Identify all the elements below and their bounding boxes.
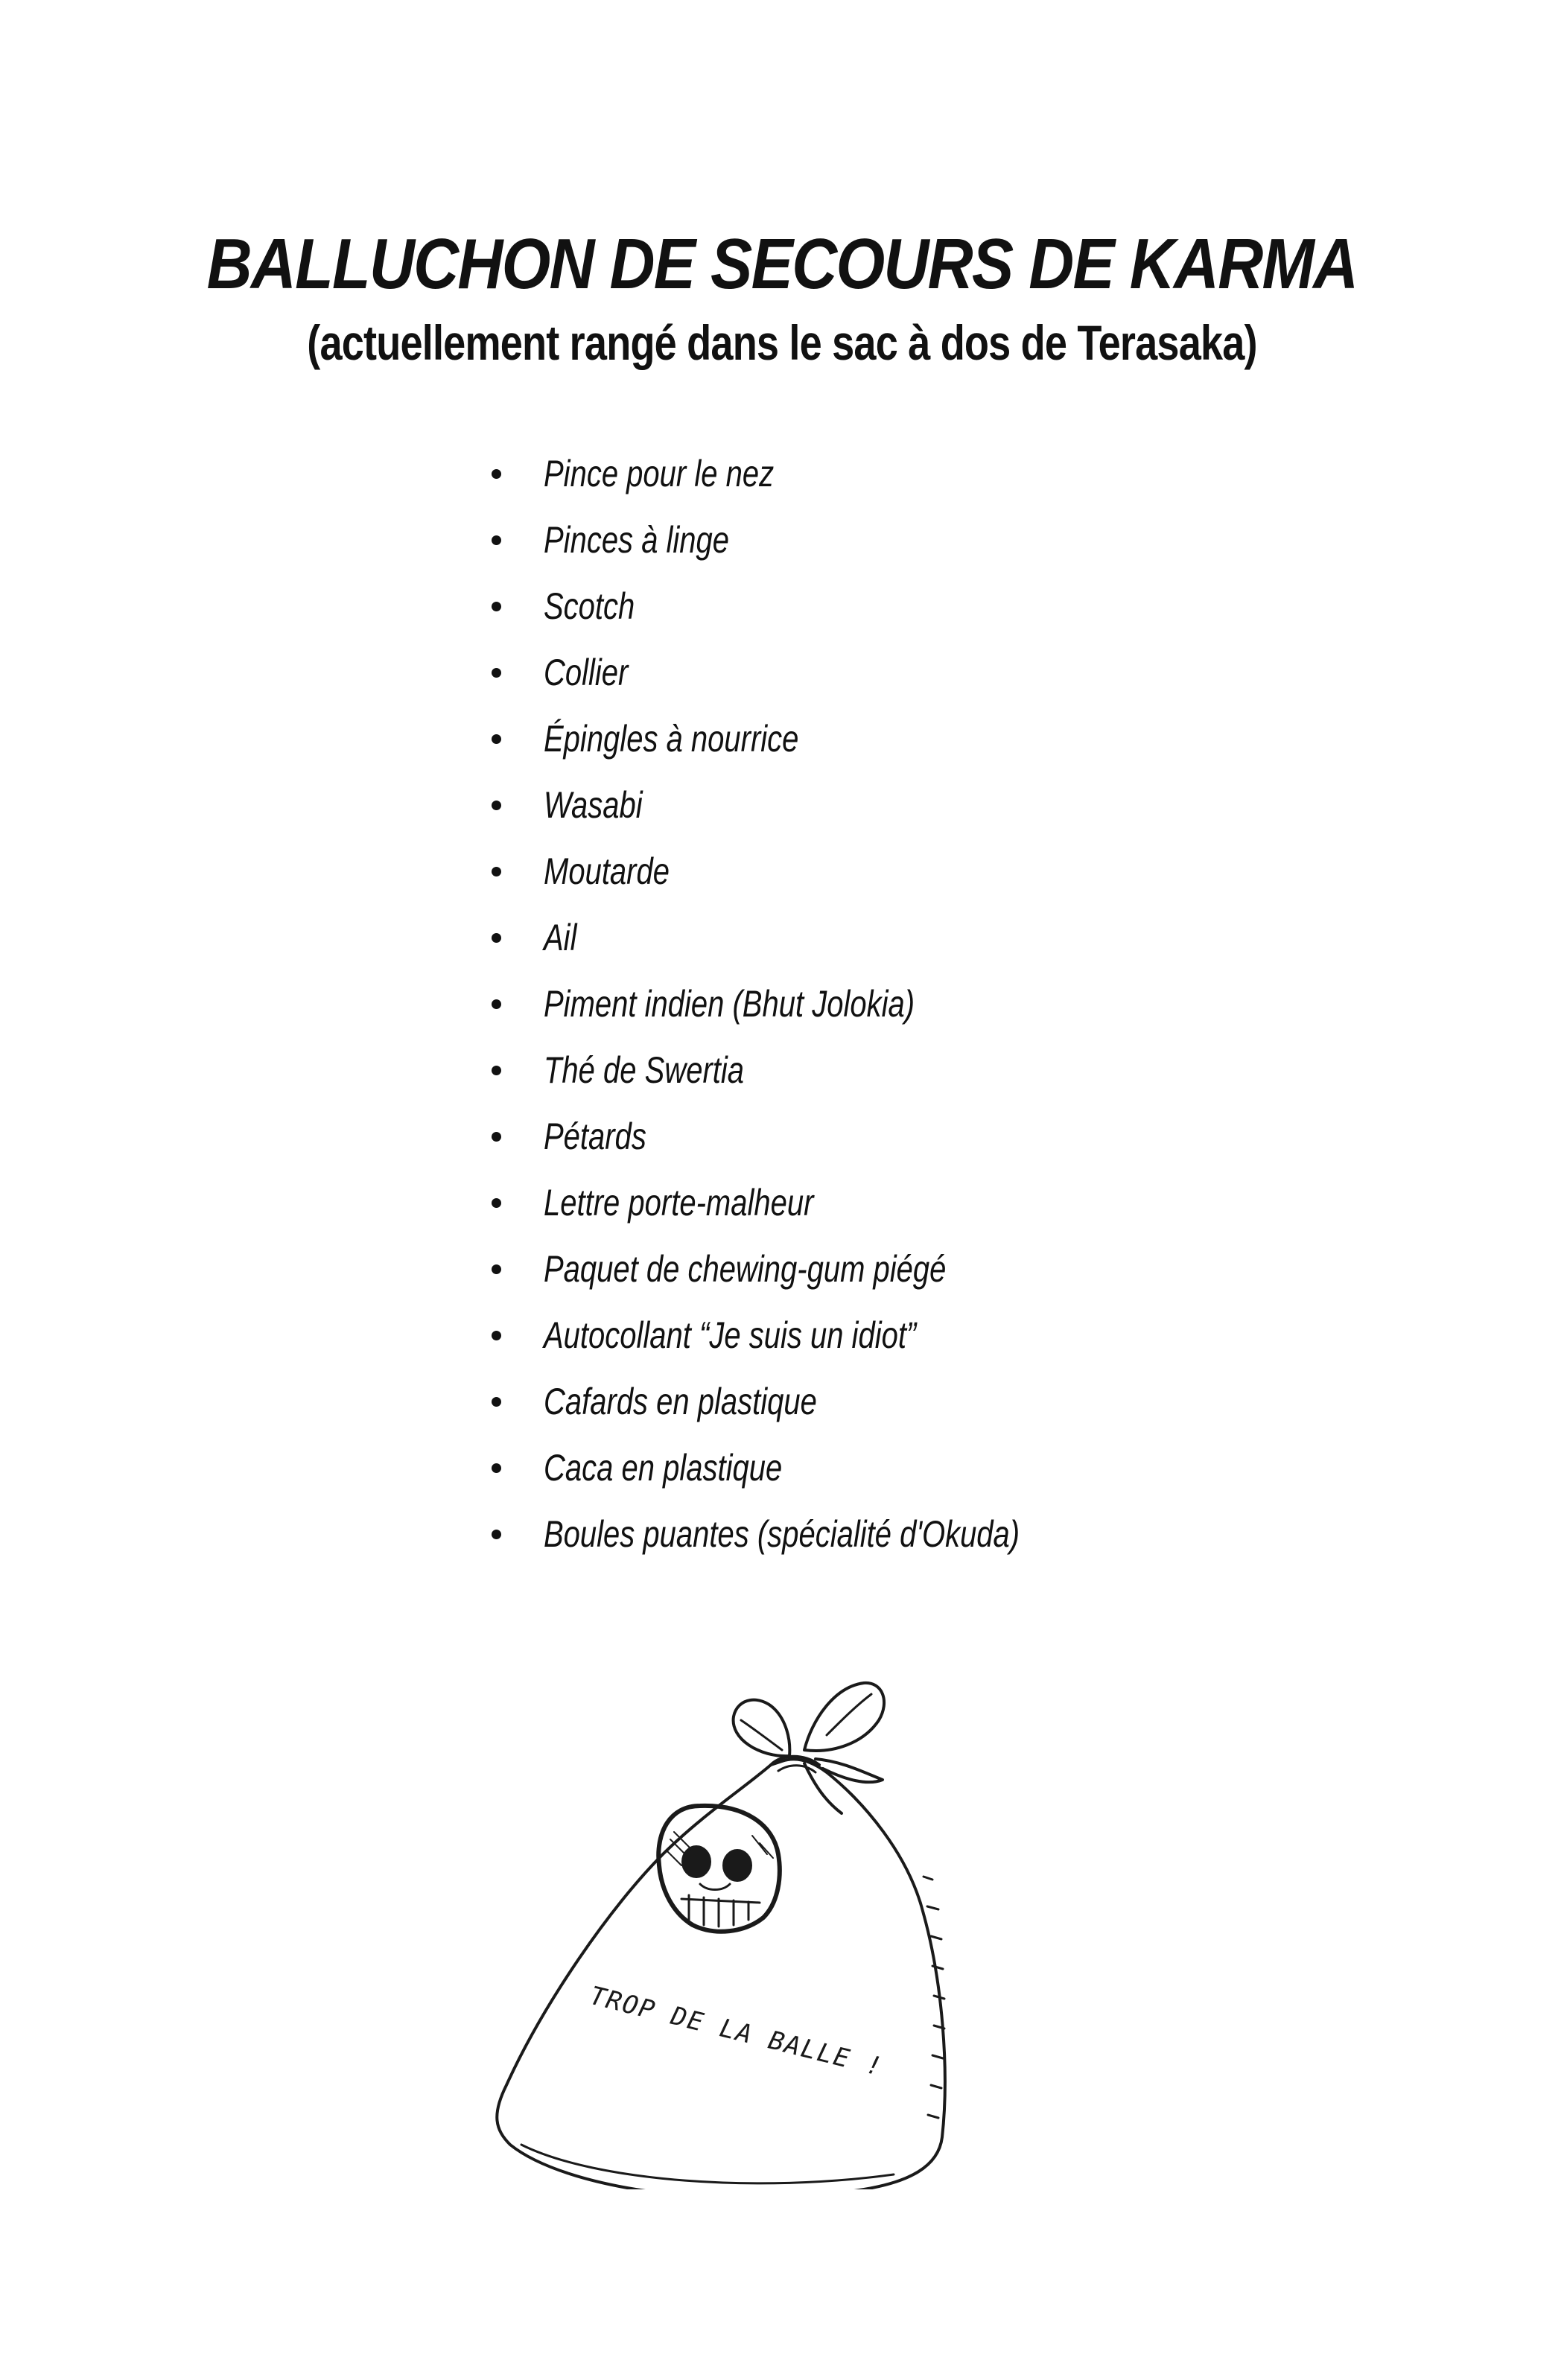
list-item-label: Pince pour le nez — [544, 453, 775, 494]
bullet-icon — [492, 1397, 501, 1407]
list-item-label: Thé de Swertia — [544, 1049, 745, 1091]
list-item-label: Piment indien (Bhut Jolokia) — [544, 983, 915, 1025]
bullet-icon — [492, 1463, 501, 1473]
list-item-label: Ail — [544, 917, 577, 958]
skull-icon — [658, 1806, 780, 1932]
list-item-label: Autocollant “Je suis un idiot” — [544, 1314, 917, 1356]
bullet-icon — [492, 1264, 501, 1274]
bullet-icon — [492, 867, 501, 876]
list-item-label: Cafards en plastique — [544, 1381, 817, 1422]
bullet-icon — [492, 668, 501, 678]
list-item-label: Collier — [544, 652, 629, 693]
list-item-label: Paquet de chewing-gum piégé — [544, 1248, 947, 1290]
bag-label: TROP DE LA BALLE ! — [586, 1980, 886, 2083]
list-item-label: Wasabi — [544, 784, 643, 826]
bullet-icon — [492, 1066, 501, 1075]
list-item-label: Pinces à linge — [544, 519, 730, 561]
list-item-label: Moutarde — [544, 850, 670, 892]
list-item-label: Lettre porte-malheur — [544, 1182, 814, 1224]
bullet-icon — [492, 933, 501, 943]
list-item-label: Scotch — [544, 585, 635, 627]
bag-illustration — [477, 1668, 983, 2189]
bow-left — [734, 1700, 790, 1756]
bag-body — [497, 1759, 945, 2189]
bullet-icon — [492, 535, 501, 545]
bullet-icon — [492, 734, 501, 744]
bullet-icon — [492, 1530, 501, 1539]
page-title: BALLUCHON DE SECOURS DE KARMA — [206, 224, 1358, 304]
list-item-label: Boules puantes (spécialité d'Okuda) — [544, 1513, 1020, 1555]
bullet-icon — [492, 1132, 501, 1142]
bullet-icon — [492, 1198, 501, 1208]
list-item-label: Caca en plastique — [544, 1447, 783, 1489]
bullet-icon — [492, 1331, 501, 1340]
bullet-icon — [492, 999, 501, 1009]
list-item-label: Pétards — [544, 1116, 646, 1157]
bullet-icon — [492, 469, 501, 479]
bullet-icon — [492, 801, 501, 810]
list-item-label: Épingles à nourrice — [544, 718, 799, 760]
page-subtitle: (actuellement rangé dans le sac à dos de Terasaka) — [307, 315, 1257, 370]
bullet-icon — [492, 602, 501, 611]
